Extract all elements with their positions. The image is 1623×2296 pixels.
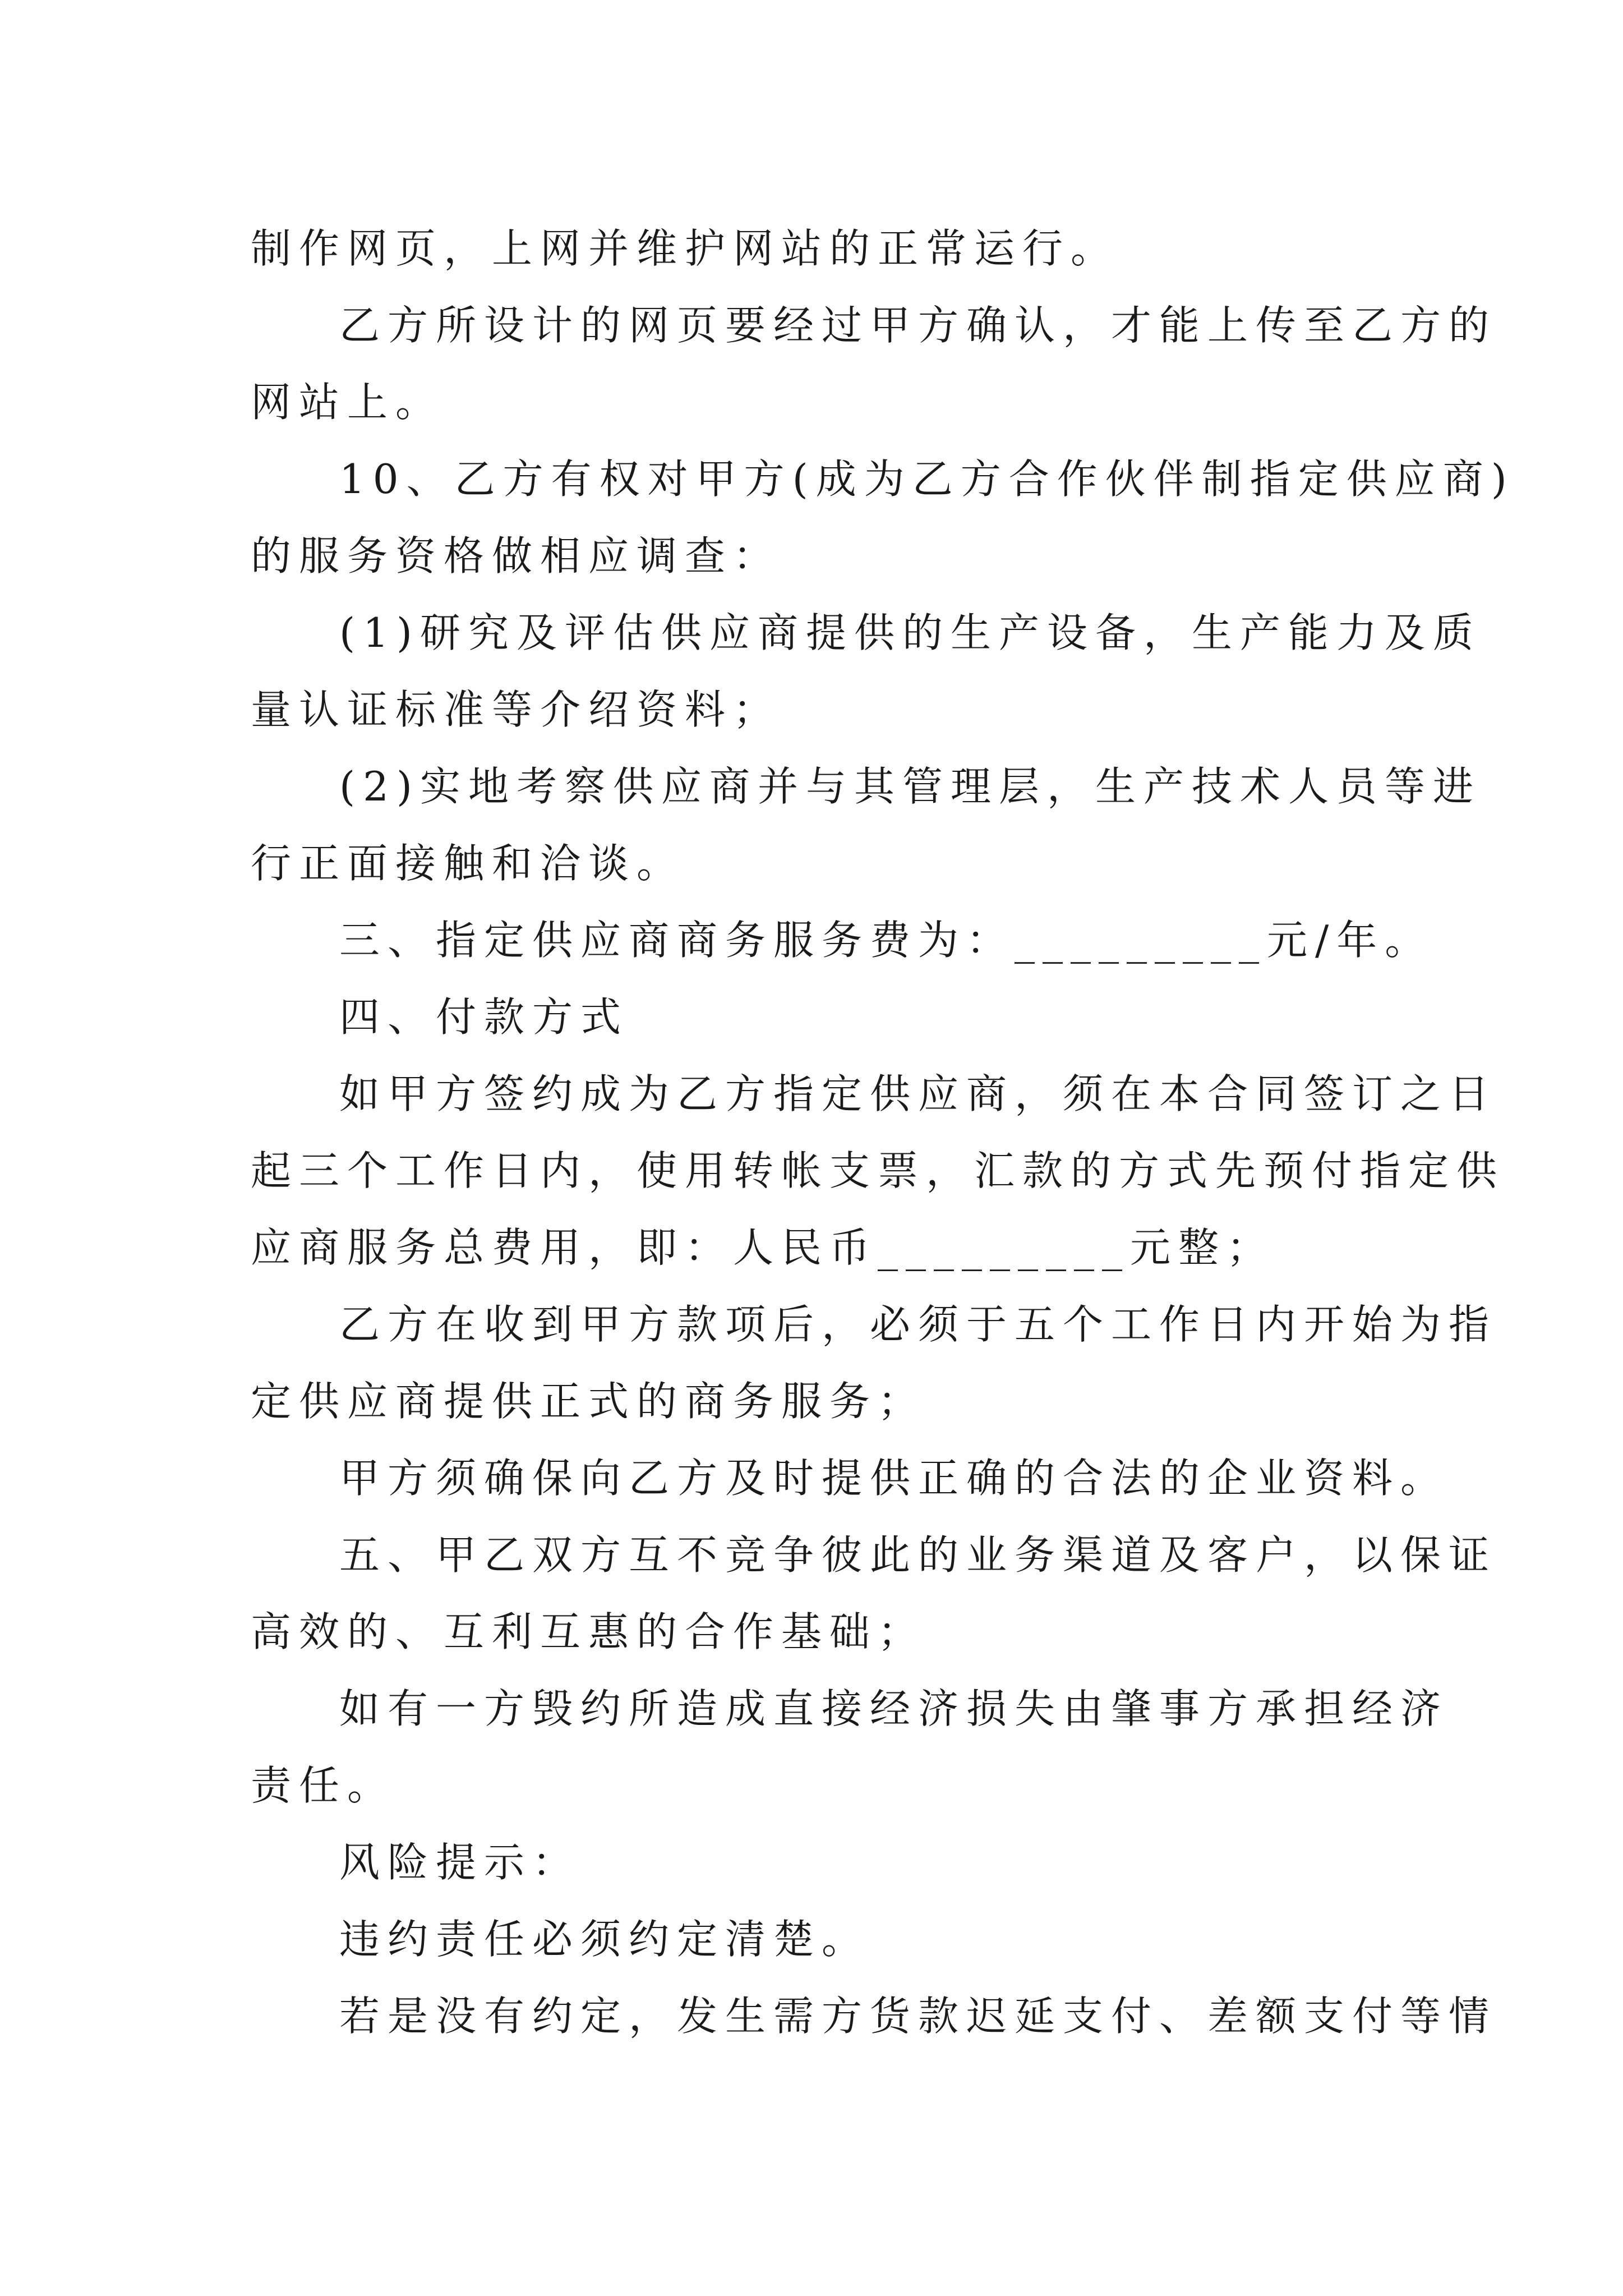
section-heading: 四、付款方式 xyxy=(339,993,629,1041)
text-line: (2)实地考察供应商并与其管理层，生产技术人员等进 xyxy=(339,763,1481,810)
text-line: 甲方须确保向乙方及时提供正确的合法的企业资料。 xyxy=(339,1455,1449,1502)
text-line: 乙方所设计的网页要经过甲方确认，才能上传至乙方的 xyxy=(339,302,1497,349)
text-line: 制作网页，上网并维护网站的正常运行。 xyxy=(251,225,1119,272)
text-line: 行正面接触和洽谈。 xyxy=(251,840,685,887)
text-line: 高效的、互利互惠的合作基础； xyxy=(251,1608,926,1655)
text-line: 量认证标准等介绍资料； xyxy=(251,686,782,733)
text-line: 责任。 xyxy=(251,1762,396,1809)
document-body xyxy=(251,210,1515,2055)
text-line: 应商服务总费用，即：人民币_________元整； xyxy=(251,1224,1275,1271)
text-line: 三、指定供应商商务服务费为：_________元/年。 xyxy=(339,917,1433,964)
text-line: 的服务资格做相应调查： xyxy=(251,532,782,579)
text-line: 乙方在收到甲方款项后，必须于五个工作日内开始为指 xyxy=(339,1301,1497,1348)
text-line: 定供应商提供正式的商务服务； xyxy=(251,1378,926,1425)
text-line: 如有一方毁约所造成直接经济损失由肇事方承担经济 xyxy=(339,1685,1449,1732)
text-line: 违约责任必须约定清楚。 xyxy=(339,1916,870,1963)
text-line: 如甲方签约成为乙方指定供应商，须在本合同签订之日 xyxy=(339,1070,1497,1117)
text-line: 起三个工作日内，使用转帐支票，汇款的方式先预付指定供 xyxy=(251,1147,1505,1194)
text-line: 若是没有约定，发生需方货款迟延支付、差额支付等情 xyxy=(339,1993,1497,2040)
text-line: 10、乙方有权对甲方(成为乙方合作伙伴制指定供应商) xyxy=(339,455,1515,503)
text-line: 网站上。 xyxy=(251,379,444,426)
risk-heading: 风险提示： xyxy=(339,1839,581,1886)
text-line: 五、甲乙双方互不竞争彼此的业务渠道及客户，以保证 xyxy=(339,1531,1497,1579)
text-line: (1)研究及评估供应商提供的生产设备，生产能力及质 xyxy=(339,609,1481,656)
